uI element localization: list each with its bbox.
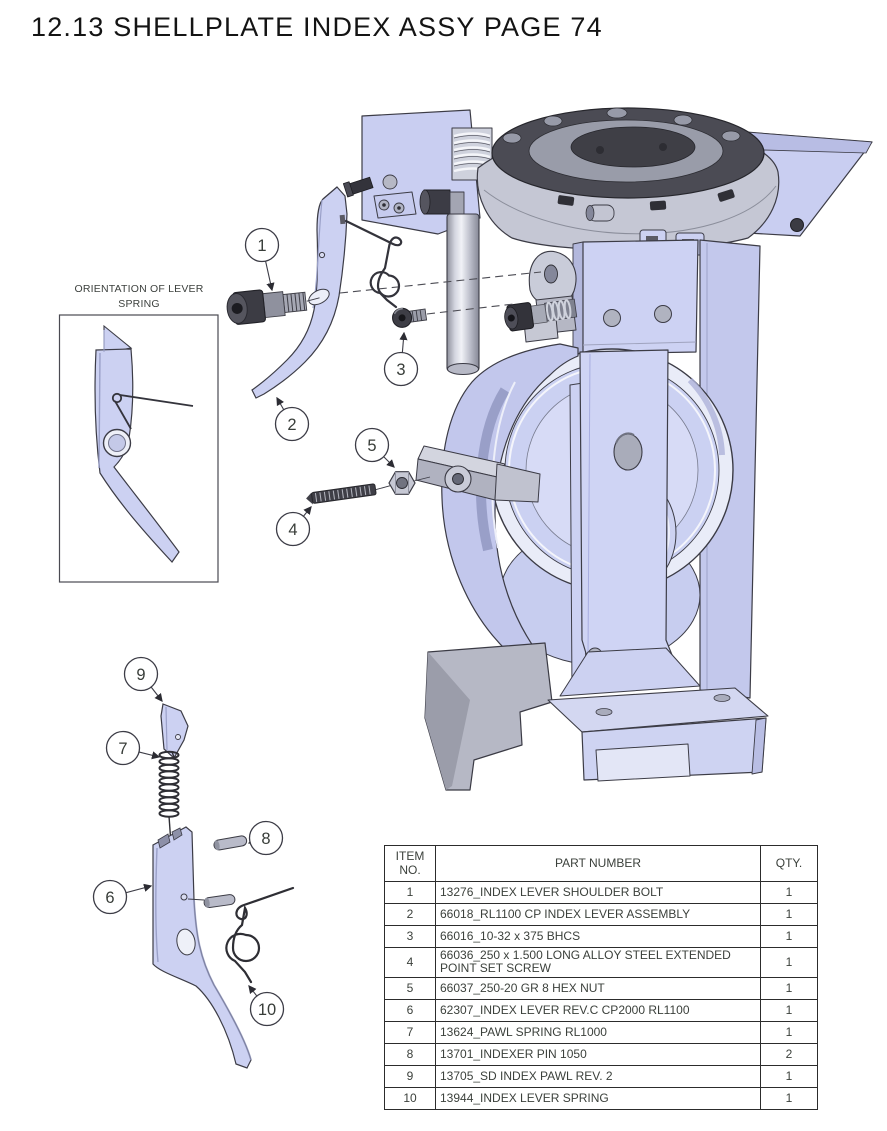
page-title: 12.13 SHELLPLATE INDEX ASSY PAGE 74 <box>31 12 603 42</box>
guide-rod <box>447 214 479 375</box>
svg-text:10: 10 <box>257 1001 277 1019</box>
cell-qty: 1 <box>761 948 818 978</box>
cell-qty: 1 <box>761 977 818 999</box>
table-row <box>385 999 818 1021</box>
cell-qty: 1 <box>761 999 818 1021</box>
cell-qty: 1 <box>761 882 818 904</box>
part-set-screw <box>305 482 392 506</box>
cell-qty: 1 <box>761 926 818 948</box>
part-indexer-pin-1 <box>213 835 247 851</box>
inset-figure <box>60 315 219 582</box>
cell-item: 9 <box>385 1065 436 1087</box>
cell-qty: 1 <box>761 1087 818 1109</box>
table-row <box>385 1021 818 1043</box>
cell-part: 66018_RL1100 CP INDEX LEVER ASSEMBLY <box>436 904 761 926</box>
svg-text:4: 4 <box>288 521 298 539</box>
inset-caption-line1: ORIENTATION OF LEVER <box>74 283 204 295</box>
cell-qty: 2 <box>761 1043 818 1065</box>
lever-spring-wire <box>346 221 401 307</box>
cell-item: 2 <box>385 904 436 926</box>
svg-text:5: 5 <box>367 437 377 455</box>
cell-part: 13624_PAWL SPRING RL1000 <box>436 1021 761 1043</box>
cell-item: 5 <box>385 977 436 999</box>
callout-balloon-4 <box>277 513 310 546</box>
callout-balloon-9 <box>125 658 158 691</box>
cell-part: 66036_250 x 1.500 LONG ALLOY STEEL EXTENDED POINT SET SCREW <box>436 948 761 978</box>
table-row <box>385 926 818 948</box>
cell-item: 3 <box>385 926 436 948</box>
part-index-pawl <box>161 704 188 758</box>
callout-balloon-2 <box>276 408 309 441</box>
part-bhcs-screw <box>391 305 427 328</box>
table-row <box>385 1065 818 1087</box>
table-row <box>385 948 818 978</box>
inset-caption-line2: SPRING <box>118 298 160 311</box>
part-index-lever <box>153 827 251 1068</box>
cell-qty: 1 <box>761 904 818 926</box>
table-row <box>385 1087 818 1109</box>
callout-balloon-8 <box>250 822 283 855</box>
parts-table-body <box>385 882 818 1110</box>
svg-text:7: 7 <box>118 740 128 758</box>
callout-balloon-7 <box>107 732 140 765</box>
cell-part: 13701_INDEXER PIN 1050 <box>436 1043 761 1065</box>
table-header-row <box>385 846 818 882</box>
callout-balloon-1 <box>246 229 279 262</box>
cell-part: 13705_SD INDEX PAWL REV. 2 <box>436 1065 761 1087</box>
cell-part: 66037_250-20 GR 8 HEX NUT <box>436 977 761 999</box>
table-row <box>385 977 818 999</box>
part-indexer-pin-2 <box>203 894 235 908</box>
cell-part: 66016_10-32 x 375 BHCS <box>436 926 761 948</box>
callout-balloon-6 <box>94 881 127 914</box>
cell-qty: 1 <box>761 1021 818 1043</box>
table-row <box>385 904 818 926</box>
cell-item: 7 <box>385 1021 436 1043</box>
table-row <box>385 1043 818 1065</box>
svg-text:6: 6 <box>105 889 115 907</box>
callout-balloon-10 <box>251 993 284 1026</box>
cell-item: 10 <box>385 1087 436 1109</box>
part-shoulder-bolt <box>226 284 322 326</box>
svg-text:9: 9 <box>136 666 146 684</box>
cell-item: 1 <box>385 882 436 904</box>
callout-balloon-3 <box>385 353 418 386</box>
cell-qty: 1 <box>761 1065 818 1087</box>
parts-table <box>384 845 818 1110</box>
machine-frame <box>343 108 872 790</box>
svg-text:2: 2 <box>287 416 297 434</box>
header-part-number: PART NUMBER <box>436 846 761 882</box>
cell-part: 13276_INDEX LEVER SHOULDER BOLT <box>436 882 761 904</box>
cell-part: 13944_INDEX LEVER SPRING <box>436 1087 761 1109</box>
table-row <box>385 882 818 904</box>
svg-text:8: 8 <box>261 830 271 848</box>
callout-balloon-5 <box>356 429 389 462</box>
cell-item: 6 <box>385 999 436 1021</box>
part-index-lever-spring <box>226 888 293 982</box>
header-item-no: ITEM NO. <box>385 846 436 882</box>
hex-bolt-icon <box>420 190 464 214</box>
svg-text:3: 3 <box>396 361 406 379</box>
cell-part: 62307_INDEX LEVER REV.C CP2000 RL1100 <box>436 999 761 1021</box>
svg-text:1: 1 <box>257 237 267 255</box>
header-qty: QTY. <box>761 846 818 882</box>
cell-item: 4 <box>385 948 436 978</box>
cell-item: 8 <box>385 1043 436 1065</box>
